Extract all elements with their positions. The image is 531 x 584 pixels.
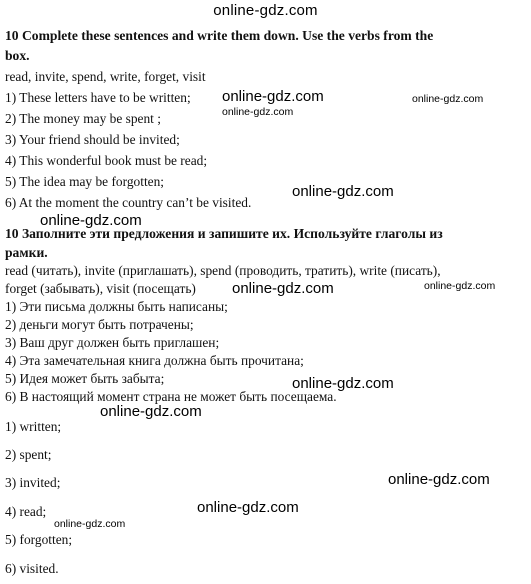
watermark: online-gdz.com: [232, 280, 334, 297]
answer-2: 2) spent;: [5, 447, 52, 462]
watermark: online-gdz.com: [222, 106, 294, 118]
task-title-en-line1: 10 Complete these sentences and write them down. Use the verbs from the: [5, 28, 434, 43]
watermark: online-gdz.com: [100, 403, 202, 420]
watermark: online-gdz.com: [412, 93, 484, 105]
verbs-list-en: read, invite, spend, write, forget, visit: [5, 69, 206, 84]
verbs-list-ru-line2: forget (забывать), visit (посещать): [5, 281, 196, 296]
sentence-ru-2: 2) деньги могут быть потрачены;: [5, 317, 194, 332]
answer-4: 4) read;: [5, 504, 47, 519]
task-title-en-line2: box.: [5, 48, 30, 63]
sentence-en-6: 6) At the moment the country can’t be visited.: [5, 195, 252, 210]
watermark: online-gdz.com: [292, 375, 394, 392]
sentence-ru-1: 1) Эти письма должны быть написаны;: [5, 299, 228, 314]
watermark: online-gdz.com: [424, 280, 496, 292]
sentence-en-2: 2) The money may be spent ;: [5, 111, 161, 126]
watermark: online-gdz.com: [197, 499, 299, 516]
task-title-ru-line2: рамки.: [5, 245, 48, 260]
sentence-ru-3: 3) Ваш друг должен быть приглашен;: [5, 335, 220, 350]
watermark: online-gdz.com: [388, 471, 490, 488]
sentence-ru-5: 5) Идея может быть забыта;: [5, 371, 165, 386]
answer-6: 6) visited.: [5, 561, 59, 576]
site-header-watermark: online-gdz.com: [213, 2, 318, 19]
task-title-ru-line1: 10 Заполните эти предложения и запишите их. Используйте глаголы из: [5, 226, 443, 241]
watermark: online-gdz.com: [222, 88, 324, 105]
answer-1: 1) written;: [5, 419, 62, 434]
watermark: online-gdz.com: [40, 212, 142, 229]
answer-3: 3) invited;: [5, 475, 61, 490]
sentence-en-1: 1) These letters have to be written;: [5, 90, 191, 105]
watermark: online-gdz.com: [292, 183, 394, 200]
answer-5: 5) forgotten;: [5, 532, 73, 547]
verbs-list-ru-line1: read (читать), invite (приглашать), spend (проводить, тратить), write (писать),: [5, 263, 441, 278]
sentence-ru-4: 4) Эта замечательная книга должна быть прочитана;: [5, 353, 304, 368]
watermark: online-gdz.com: [54, 518, 126, 530]
sentence-en-3: 3) Your friend should be invited;: [5, 132, 180, 147]
sentence-ru-6: 6) В настоящий момент страна не может быть посещаема.: [5, 389, 337, 404]
sentence-en-4: 4) This wonderful book must be read;: [5, 153, 208, 168]
sentence-en-5: 5) The idea may be forgotten;: [5, 174, 165, 189]
